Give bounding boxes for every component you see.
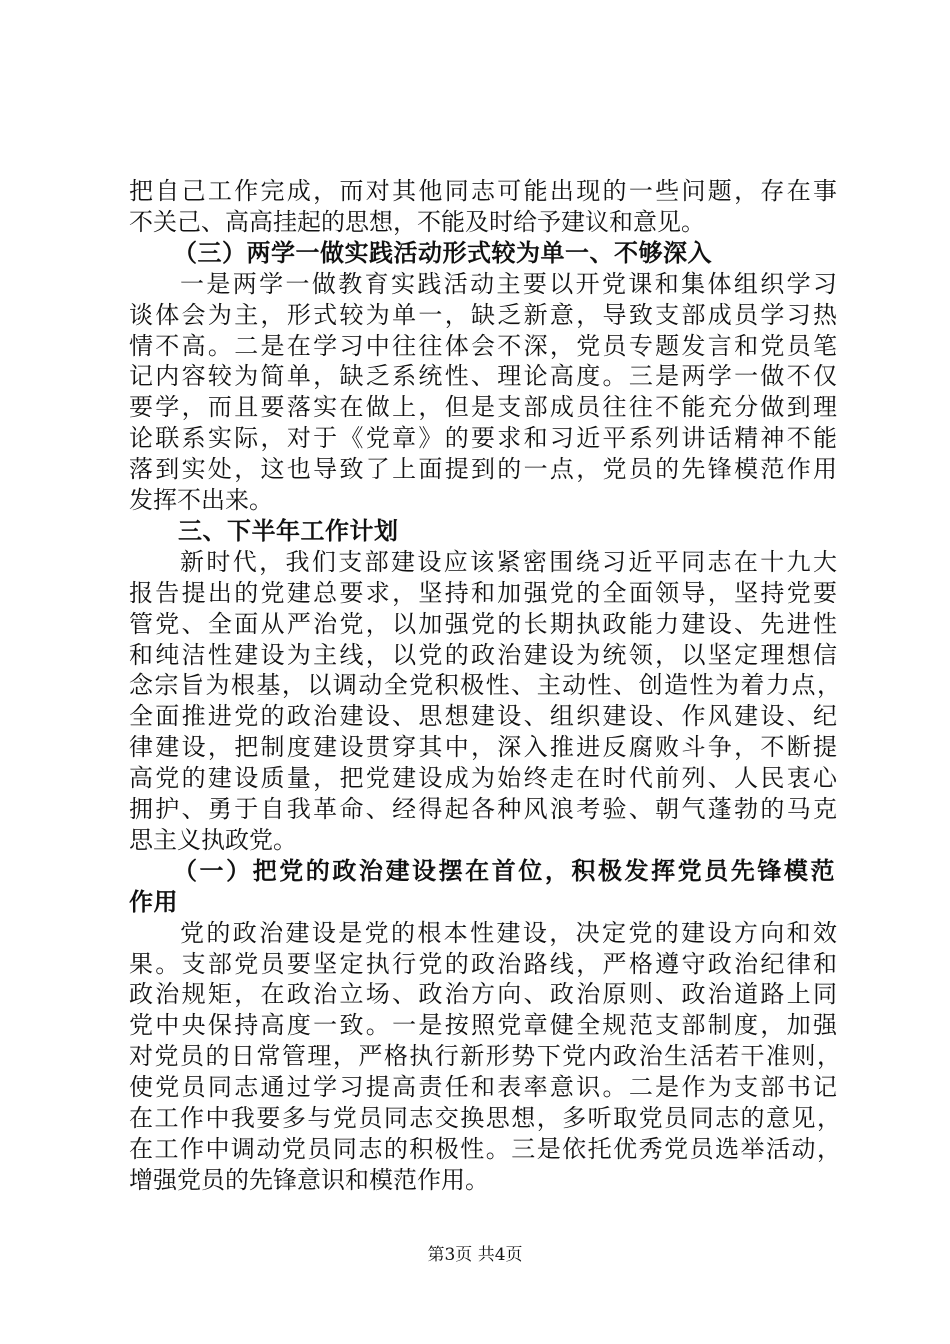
body-line: 发挥不出来。 xyxy=(129,486,273,514)
body-line: 不关己、高高挂起的思想，不能及时给予建议和意见。 xyxy=(129,207,705,236)
body-line: 果。支部党员要坚定执行党的政治路线，严格遵守政治纪律和 xyxy=(129,949,837,978)
body-line: 增强党员的先锋意识和模范作用。 xyxy=(129,1165,489,1194)
body-line: 党的政治建设是党的根本性建设，决定党的建设方向和效 xyxy=(180,918,837,947)
body-line: 在工作中调动党员同志的积极性。三是依托优秀党员选举活动， xyxy=(129,1134,841,1163)
body-line: 一是两学一做教育实践活动主要以开党课和集体组织学习 xyxy=(180,269,837,298)
body-line: 全面推进党的政治建设、思想建设、组织建设、作风建设、纪 xyxy=(129,702,837,731)
body-line: 情不高。二是在学习中往往体会不深，党员专题发言和党员笔 xyxy=(129,331,837,360)
body-line: 律建设，把制度建设贯穿其中，深入推进反腐败斗争，不断提 xyxy=(129,733,837,762)
page-footer: 第3页 共4页 xyxy=(427,1245,523,1265)
body-line: 念宗旨为根基，以调动全党积极性、主动性、创造性为着力点， xyxy=(129,671,841,700)
body-line: 落到实处，这也导致了上面提到的一点，党员的先锋模范作用 xyxy=(129,455,837,484)
body-line: 新时代，我们支部建设应该紧密围绕习近平同志在十九大 xyxy=(180,547,837,576)
body-line: 谈体会为主，形式较为单一，缺乏新意，导致支部成员学习热 xyxy=(129,300,837,329)
body-line: 要学，而且要落实在做上，但是支部成员往往不能充分做到理 xyxy=(129,393,837,422)
body-line: 在工作中我要多与党员同志交换思想，多听取党员同志的意见， xyxy=(129,1104,841,1132)
body-line: 管党、全面从严治党，以加强党的长期执政能力建设、先进性 xyxy=(129,609,837,638)
body-line: 拥护、勇于自我革命、经得起各种风浪考验、朝气蓬勃的马克 xyxy=(129,795,837,823)
body-line: 使党员同志通过学习提高责任和表率意识。二是作为支部书记 xyxy=(129,1073,837,1102)
section-heading: 作用 xyxy=(129,887,178,916)
body-line: 报告提出的党建总要求，坚持和加强党的全面领导，坚持党要 xyxy=(129,578,837,607)
body-line: 政治规矩，在政治立场、政治方向、政治原则、政治道路上同 xyxy=(129,980,837,1009)
section-heading: 三、下半年工作计划 xyxy=(178,516,399,545)
section-heading: （三）两学一做实践活动形式较为单一、不够深入 xyxy=(173,238,712,267)
body-line: 把自己工作完成，而对其他同志可能出现的一些问题，存在事 xyxy=(129,177,837,205)
body-line: 对党员的日常管理，严格执行新形势下党内政治生活若干准则， xyxy=(129,1042,841,1071)
body-line: 思主义执政党。 xyxy=(129,825,297,854)
body-line: 和纯洁性建设为主线，以党的政治建设为统领，以坚定理想信 xyxy=(129,640,837,669)
body-line: 高党的建设质量，把党建设成为始终走在时代前列、人民衷心 xyxy=(129,764,837,793)
section-heading: （一）把党的政治建设摆在首位，积极发挥党员先锋模范 xyxy=(173,856,835,885)
body-line: 论联系实际，对于《党章》的要求和习近平系列讲话精神不能 xyxy=(129,424,837,453)
body-line: 记内容较为简单，缺乏系统性、理论高度。三是两学一做不仅 xyxy=(129,362,837,391)
body-line: 党中央保持高度一致。一是按照党章健全规范支部制度，加强 xyxy=(129,1011,837,1040)
